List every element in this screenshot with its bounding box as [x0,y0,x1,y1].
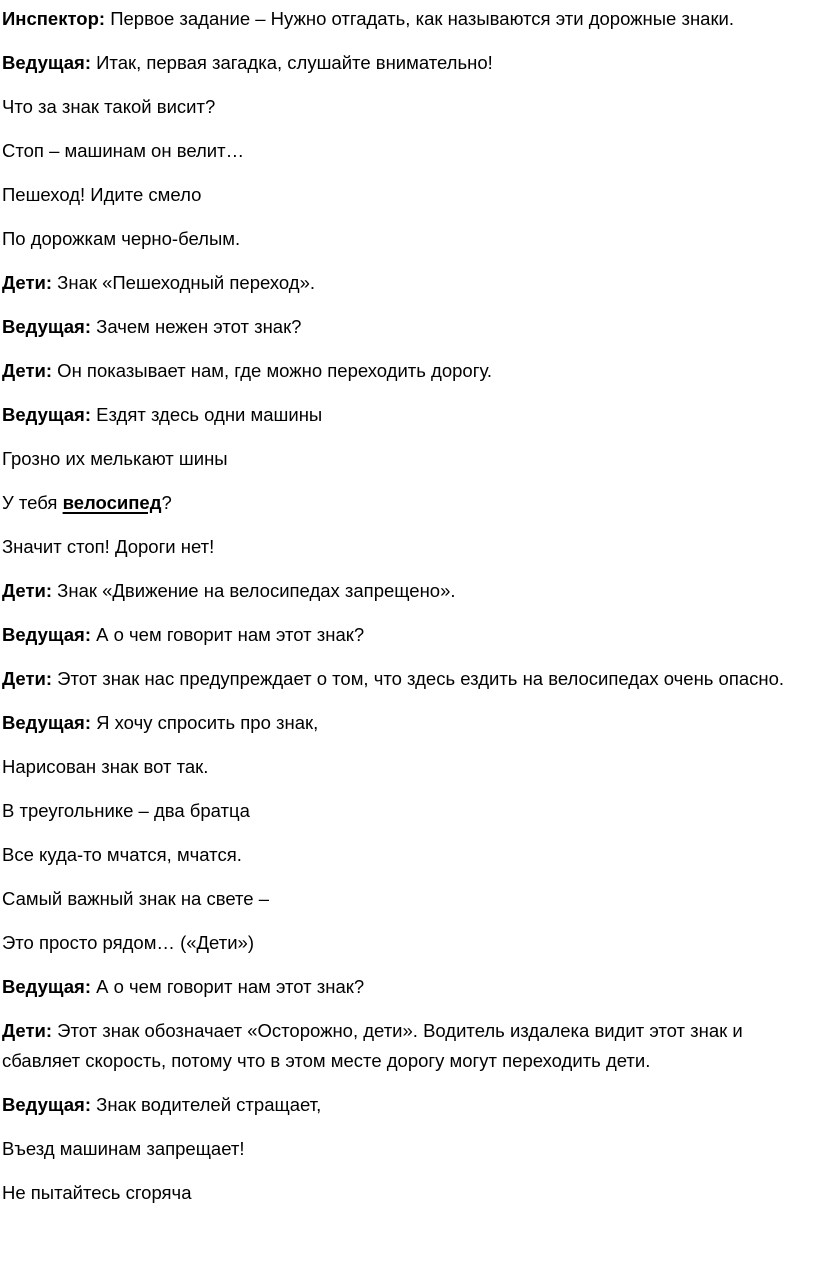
speaker-label: Ведущая: [2,52,91,73]
paragraph-23 [2,972,812,1002]
paragraph-text: Этот знак обозначает «Осторожно, дети». Водитель издалека видит этот знак и сбавляет скорость, потому что в этом месте дорогу могут переходить дети. [2,1020,743,1071]
speaker-label: Дети: [2,360,53,381]
paragraph-22 [2,928,812,958]
paragraph-text: Самый важный знак на свете – [2,888,270,909]
speaker-label: Инспектор: [2,8,106,29]
paragraph-16 [2,664,812,694]
paragraph-text: Въезд машинам запрещает! [2,1138,245,1159]
paragraph-3 [2,92,812,122]
paragraph-18 [2,752,812,782]
paragraph-1 [2,4,812,34]
speaker-label: Ведущая: [2,1094,91,1115]
paragraph-7 [2,268,812,298]
paragraph-text: А о чем говорит нам этот знак? [91,624,365,645]
paragraph-text: Знак водителей стращает, [91,1094,322,1115]
paragraph-text: Итак, первая загадка, слушайте внимательно! [91,52,493,73]
speaker-label: Ведущая: [2,316,91,337]
speaker-label: Ведущая: [2,712,91,733]
paragraph-25 [2,1090,812,1120]
speaker-label: Дети: [2,1020,53,1041]
paragraph-text: А о чем говорит нам этот знак? [91,976,365,997]
paragraph-13 [2,532,812,562]
paragraph-text: Этот знак нас предупреждает о том, что здесь ездить на велосипедах очень опасно. [52,668,785,689]
paragraph-27 [2,1178,812,1208]
emphasized-word: велосипед [62,492,162,513]
paragraph-21 [2,884,812,914]
paragraph-text: Стоп – машинам он велит… [2,140,245,161]
paragraph-2 [2,48,812,78]
paragraph-15 [2,620,812,650]
paragraph-24 [2,1016,812,1076]
paragraph-20 [2,840,812,870]
paragraph-text-after: ? [161,492,172,513]
paragraph-text: В треугольнике – два братца [2,800,250,821]
paragraph-text: Знак «Движение на велосипедах запрещено». [52,580,456,601]
speaker-label: Ведущая: [2,976,91,997]
paragraph-text: Пешеход! Идите смело [2,184,202,205]
paragraph-text: Что за знак такой висит? [2,96,216,117]
paragraph-text: Нарисован знак вот так. [2,756,209,777]
paragraph-text: Первое задание – Нужно отгадать, как называются эти дорожные знаки. [105,8,735,29]
paragraph-text: По дорожкам черно-белым. [2,228,241,249]
paragraph-19 [2,796,812,826]
paragraph-text: Не пытайтесь сгоряча [2,1182,192,1203]
paragraph-10 [2,400,812,430]
paragraph-text: Зачем нежен этот знак? [91,316,302,337]
speaker-label: Дети: [2,272,53,293]
paragraph-text: Я хочу спросить про знак, [91,712,319,733]
paragraph-6 [2,224,812,254]
speaker-label: Ведущая: [2,404,91,425]
paragraph-text: Он показывает нам, где можно переходить дорогу. [52,360,492,381]
paragraph-text-before: У тебя [2,492,63,513]
paragraph-5 [2,180,812,210]
speaker-label: Дети: [2,580,53,601]
paragraph-9 [2,356,812,386]
speaker-label: Дети: [2,668,53,689]
paragraph-text: Ездят здесь одни машины [91,404,323,425]
paragraph-17 [2,708,812,738]
paragraph-8 [2,312,812,342]
paragraph-text: Грозно их мелькают шины [2,448,228,469]
speaker-label: Ведущая: [2,624,91,645]
paragraph-text: Знак «Пешеходный переход». [52,272,316,293]
paragraph-text: Все куда-то мчатся, мчатся. [2,844,242,865]
paragraph-text: Значит стоп! Дороги нет! [2,536,215,557]
paragraph-4 [2,136,812,166]
paragraph-text: Это просто рядом… («Дети») [2,932,254,953]
paragraph-11 [2,444,812,474]
paragraph-26 [2,1134,812,1164]
paragraph-14 [2,576,812,606]
paragraph-12 [2,488,812,518]
